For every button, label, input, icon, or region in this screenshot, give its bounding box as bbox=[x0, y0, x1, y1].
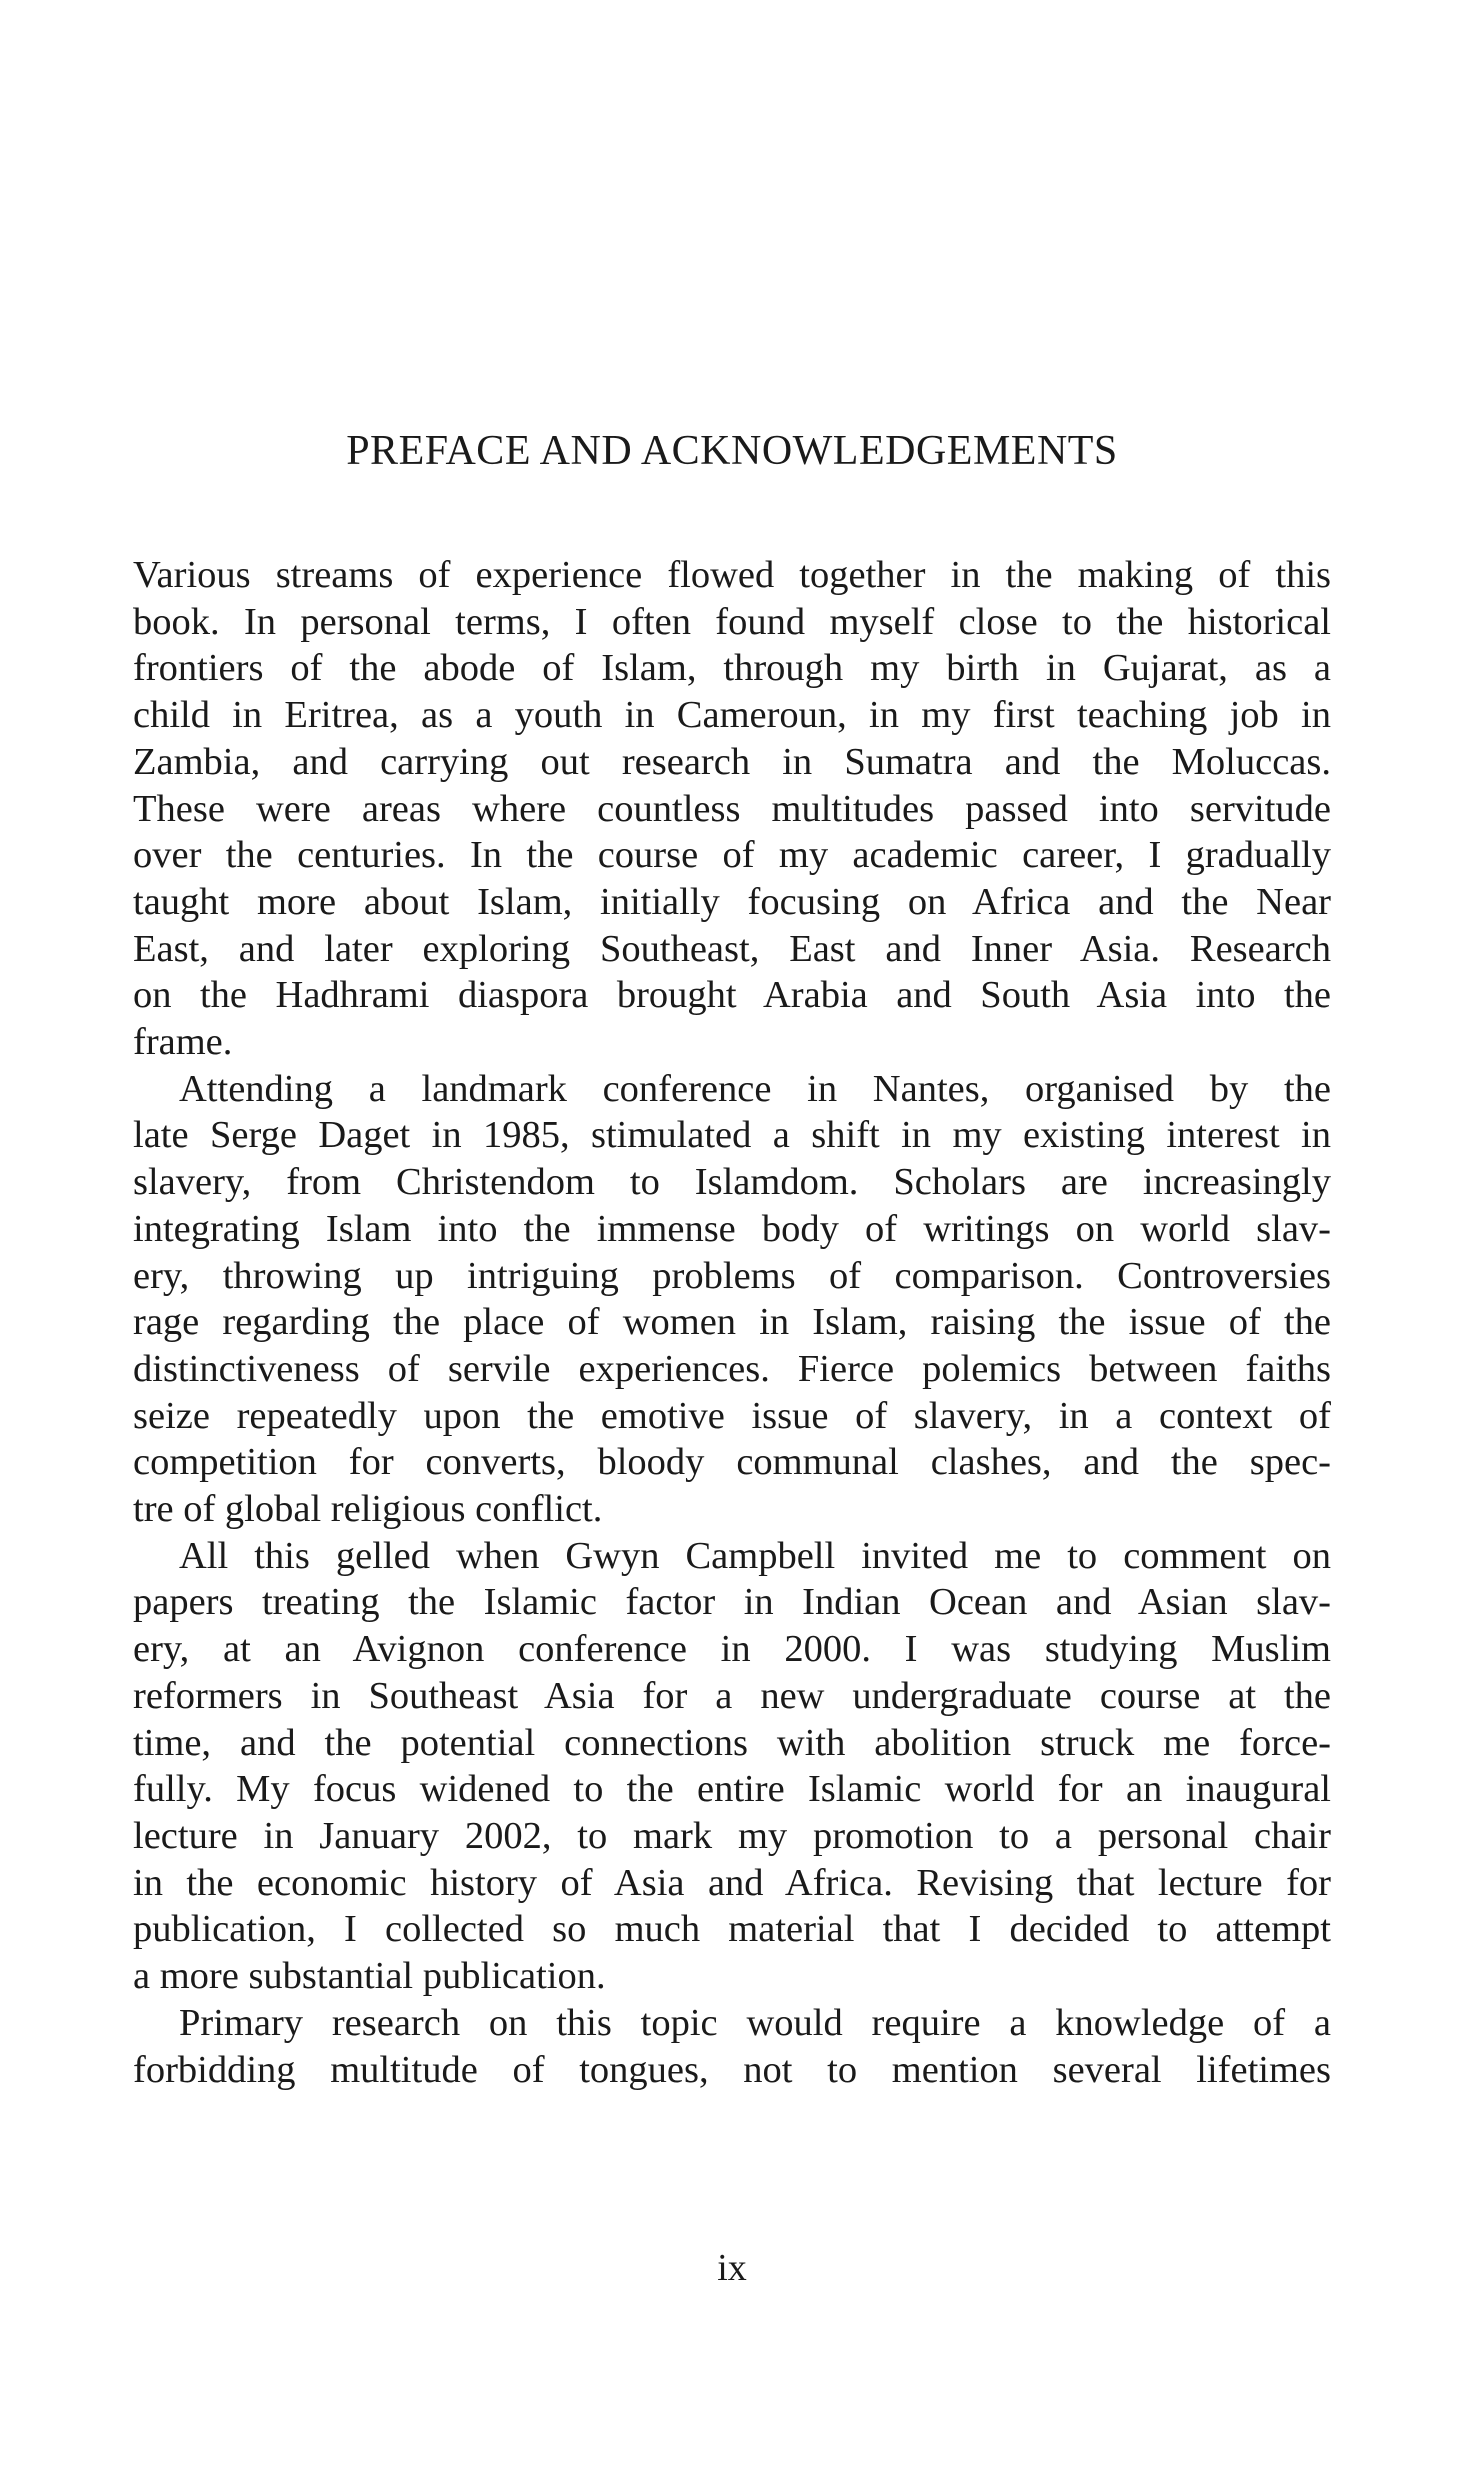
text-line: East, and later exploring Southeast, East and Inner Asia. Research bbox=[133, 927, 1331, 970]
text-line: a more substantial publication. bbox=[133, 1955, 606, 1998]
text-line: frame. bbox=[133, 1021, 233, 1064]
chapter-title: PREFACE AND ACKNOWLEDGEMENTS bbox=[346, 428, 1118, 474]
text-line: late Serge Daget in 1985, stimulated a shift in my existing interest in bbox=[133, 1114, 1331, 1157]
text-line: in the economic history of Asia and Africa. Revising that lecture for bbox=[133, 1861, 1331, 1904]
text-line: over the centuries. In the course of my academic career, I gradually bbox=[133, 834, 1331, 877]
text-line: seize repeatedly upon the emotive issue of slavery, in a context of bbox=[133, 1394, 1331, 1437]
text-line: Attending a landmark conference in Nantes, organised by the bbox=[179, 1067, 1331, 1110]
text-line: Zambia, and carrying out research in Sumatra and the Moluccas. bbox=[133, 740, 1331, 783]
text-line: publication, I collected so much material that I decided to attempt bbox=[133, 1908, 1331, 1951]
text-line: integrating Islam into the immense body of writings on world slav- bbox=[133, 1207, 1331, 1250]
text-line: tre of global religious conflict. bbox=[133, 1488, 603, 1531]
text-line: taught more about Islam, initially focusing on Africa and the Near bbox=[133, 880, 1331, 923]
text-line: These were areas where countless multitudes passed into servitude bbox=[133, 787, 1331, 830]
text-line: ery, throwing up intriguing problems of comparison. Controversies bbox=[133, 1254, 1331, 1297]
text-line: Primary research on this topic would require a knowledge of a bbox=[179, 2001, 1331, 2044]
text-line: slavery, from Christendom to Islamdom. Scholars are increasingly bbox=[133, 1161, 1331, 1204]
text-line: reformers in Southeast Asia for a new undergraduate course at the bbox=[133, 1674, 1331, 1717]
text-line: on the Hadhrami diaspora brought Arabia and South Asia into the bbox=[133, 974, 1331, 1017]
text-line: ery, at an Avignon conference in 2000. I was studying Muslim bbox=[133, 1628, 1331, 1671]
page-number: ix bbox=[717, 2247, 747, 2289]
text-line: papers treating the Islamic factor in Indian Ocean and Asian slav- bbox=[133, 1581, 1331, 1624]
paragraph-2 bbox=[133, 1066, 1331, 1533]
text-line: frontiers of the abode of Islam, through my birth in Gujarat, as a bbox=[133, 647, 1331, 690]
text-line: forbidding multitude of tongues, not to mention several lifetimes bbox=[133, 2048, 1331, 2091]
paragraph-4 bbox=[133, 2000, 1331, 2093]
text-line: Various streams of experience flowed together in the making of this bbox=[133, 554, 1331, 596]
body-text bbox=[133, 552, 1331, 2093]
text-line: distinctiveness of servile experiences. Fierce polemics between faiths bbox=[133, 1347, 1331, 1390]
text-line: rage regarding the place of women in Islam, raising the issue of the bbox=[133, 1301, 1331, 1344]
text-line: All this gelled when Gwyn Campbell invited me to comment on bbox=[179, 1534, 1331, 1577]
text-line: book. In personal terms, I often found myself close to the historical bbox=[133, 600, 1331, 643]
text-line: fully. My focus widened to the entire Islamic world for an inaugural bbox=[133, 1768, 1331, 1811]
text-line: time, and the potential connections with abolition struck me force- bbox=[133, 1721, 1331, 1764]
paragraph-3 bbox=[133, 1533, 1331, 2000]
text-line: lecture in January 2002, to mark my promotion to a personal chair bbox=[133, 1814, 1331, 1857]
text-line: child in Eritrea, as a youth in Cameroun, in my first teaching job in bbox=[133, 694, 1331, 737]
text-line: competition for converts, bloody communal clashes, and the spec- bbox=[133, 1441, 1331, 1484]
paragraph-1 bbox=[133, 552, 1331, 1066]
